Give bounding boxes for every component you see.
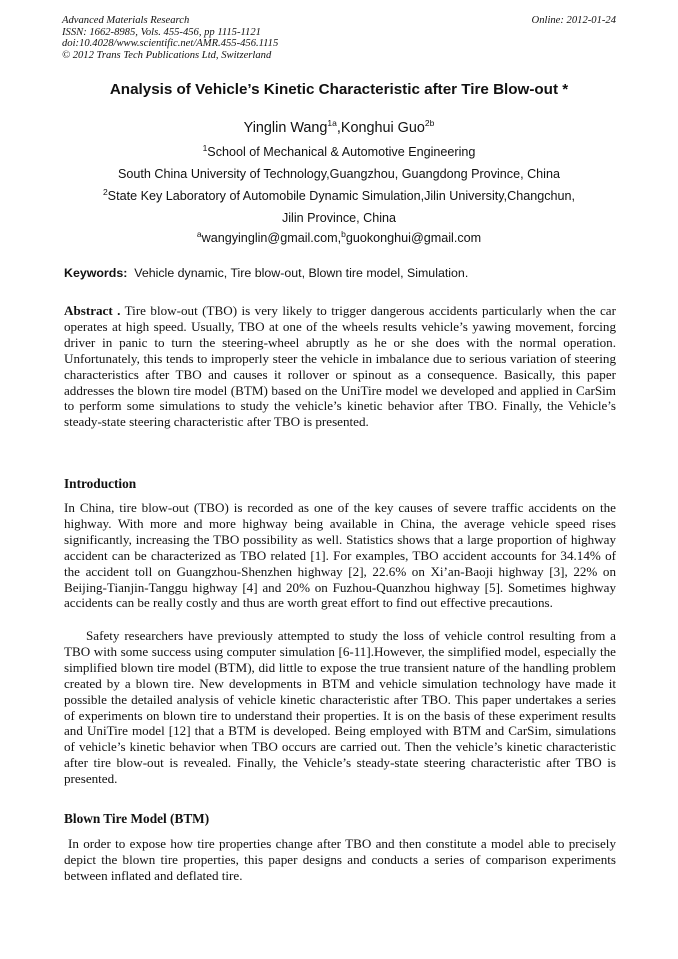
journal-header xyxy=(62,15,616,61)
affiliation-superscript: 1 xyxy=(202,142,208,153)
affiliation-1-line-2: South China University of Technology,Guangzhou, Guangdong Province, China xyxy=(118,167,560,181)
affiliation-text: State Key Laboratory of Automobile Dynamic Simulation,Jilin University,Changchun, xyxy=(107,189,576,203)
journal-name: Advanced Materials Research xyxy=(62,15,190,26)
affiliation-superscript: 2 xyxy=(102,186,108,197)
author-separator: , xyxy=(336,120,341,136)
affiliation-2-line-2: Jilin Province, China xyxy=(281,211,397,225)
keywords xyxy=(64,266,616,280)
author-superscript: 2b xyxy=(424,118,435,129)
email-line xyxy=(40,228,638,245)
author-name: Yinglin Wang xyxy=(243,120,328,136)
intro-paragraph-1: In China, tire blow-out (TBO) is recorded as one of the key causes of severe traffic accidents on the highway. With more and more highway being available in China, the average vehicle speed rises significantly, increasing the TBO possibility as well. Statistics shows that a large proportion of highway accident can be characterized as TBO related [1]. For examples, TBO accident accounts for 34.14% of the accident toll on Guangzhou-Shenzhen highway [2], 22.6% on Xi’an-Baoji highway [3], 22% on Beijing-Tianjin-Tanggu highway [4] and 20% on Fuzhou-Quanzhou highway [5]. Sometimes highway accidents can be really costly and thus are worth great effort to find out effective precautions. xyxy=(64,500,616,611)
email-address: wangyinglin@gmail.com, xyxy=(201,231,342,245)
email-superscript: b xyxy=(341,228,346,239)
abstract-label: Abstract . xyxy=(64,303,121,318)
abstract-text: Tire blow-out (TBO) is very likely to trigger dangerous accidents particularly when the car operates at high speed. Usually, TBO at one of the wheels results vehicle’s yawing movement, forcing driver in panic to turn the steering-wheel abruptly as he or she does with the normal operation. Unfortunately, this tends to improperly steer the vehicle in imbalance due to serious variation of steering characteristics after TBO and causes it rollover or spinout as a consequence. Basically, this paper addresses the blown tire model (BTM) based on the UniTire model we developed and applied in CarSim to perform some simulations to study the vehicle’s kinetic behavior after TBO. Finally, the Vehicle’s steady-state steering characteristic after TBO is presented. xyxy=(64,303,616,430)
section-heading-btm: Blown Tire Model (BTM) xyxy=(64,811,210,826)
affiliation-1-line-1 xyxy=(40,142,638,159)
affiliation-2-line-1 xyxy=(40,186,638,203)
author-name: Konghui Guo xyxy=(340,120,425,136)
copyright-line: © 2012 Trans Tech Publications Ltd, Switzerland xyxy=(62,49,272,61)
issn-line: ISSN: 1662-8985, Vols. 455-456, pp 1115-1121 xyxy=(62,26,261,38)
abstract xyxy=(64,303,616,430)
section-heading-introduction: Introduction xyxy=(64,476,137,491)
keywords-text: Vehicle dynamic, Tire blow-out, Blown tire model, Simulation. xyxy=(134,266,469,280)
paper-title: Analysis of Vehicle’s Kinetic Characteristic after Tire Blow-out * xyxy=(109,81,569,98)
btm-paragraph-1: In order to expose how tire properties change after TBO and then constitute a model able to precisely depict the blown tire properties, this paper designs and conducts a series of comparison experiments between inflated and deflated tire. xyxy=(64,836,616,883)
doi-line: doi:10.4028/www.scientific.net/AMR.455-456.1115 xyxy=(62,38,279,49)
author-list xyxy=(40,120,638,136)
email-superscript: a xyxy=(196,228,202,239)
email-address: guokonghui@gmail.com xyxy=(345,231,482,245)
affiliation-text: School of Mechanical & Automotive Engineering xyxy=(207,145,476,159)
online-date: Online: 2012-01-24 xyxy=(531,15,616,26)
keywords-label: Keywords: xyxy=(64,266,128,280)
author-superscript: 1a xyxy=(327,118,337,129)
intro-paragraph-2: Safety researchers have previously attempted to study the loss of vehicle control resulting from a TBO with some success using computer simulation [6-11].However, the simplified model, especially the simplified blown tire model (BTM), did little to expose the true transient nature of the handling problem created by a blown tire. New developments in BTM and vehicle simulation technology have made it possible the detailed analysis of vehicle kinetic characteristic after TBO. This paper undertakes a series of experiments on blown tire to understand their properties. It is on the basis of these experiment results and UniTire model [12] that a BTM is developed. Being employed with BTM and CarSim, simulations of vehicle’s kinetic behavior when TBO occurs are carried out. Then the vehicle’s kinetic characteristic after tire blow-out is revealed. Finally, the Vehicle’s steady-state steering characteristic after TBO is presented. xyxy=(64,628,616,787)
